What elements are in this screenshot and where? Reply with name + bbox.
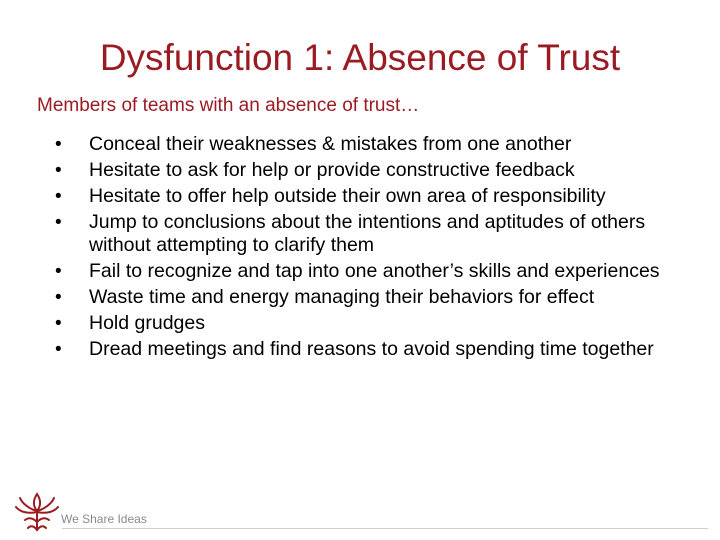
bullet-list <box>55 133 705 364</box>
bullet-item: • Conceal their weaknesses & mistakes from one another <box>55 133 705 156</box>
lotus-logo-icon <box>12 490 62 536</box>
bullet-item: • Hesitate to ask for help or provide constructive feedback <box>55 159 705 182</box>
bullet-item: • Fail to recognize and tap into one another’s skills and experiences <box>55 260 705 283</box>
bullet-item: • Hold grudges <box>55 312 705 335</box>
bullet-item: • Hesitate to offer help outside their own area of responsibility <box>55 185 705 208</box>
slide-title: Dysfunction 1: Absence of Trust <box>99 37 621 78</box>
footer-divider <box>62 528 708 529</box>
bullet-item: • Dread meetings and find reasons to avoid spending time together <box>55 338 705 361</box>
footer-brand-text: We Share Ideas <box>61 512 147 526</box>
bullet-item: • Waste time and energy managing their behaviors for effect <box>55 286 705 309</box>
slide-subtitle: Members of teams with an absence of trust… <box>37 95 420 116</box>
bullet-item: • Jump to conclusions about the intentions and aptitudes of others without attempting to clarify them <box>55 211 705 257</box>
